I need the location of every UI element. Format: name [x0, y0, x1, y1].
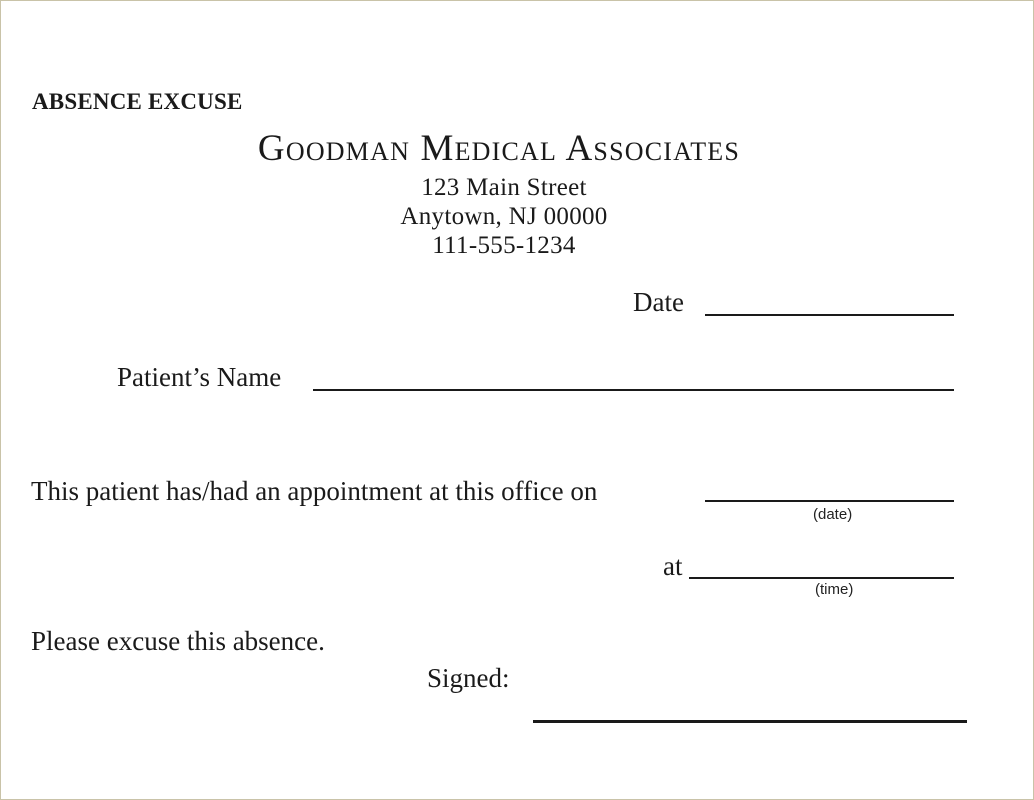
at-label: at: [663, 551, 683, 581]
appointment-date-hint: (date): [813, 506, 853, 523]
organization-name: Goodman Medical Associates: [257, 128, 741, 169]
form-title: ABSENCE EXCUSE: [32, 89, 243, 114]
date-field[interactable]: [705, 314, 954, 316]
excuse-statement: Please excuse this absence.: [31, 626, 325, 656]
signature-field[interactable]: [533, 720, 967, 723]
appointment-time-field[interactable]: [689, 577, 954, 579]
phone-number: 111-555-1234: [432, 232, 576, 259]
date-label: Date: [633, 287, 684, 317]
appointment-time-hint: (time): [815, 581, 854, 598]
address-street: 123 Main Street: [421, 174, 587, 201]
signed-label: Signed:: [427, 663, 510, 693]
patient-name-label: Patient’s Name: [117, 362, 282, 392]
appointment-statement: This patient has/had an appointment at this office on: [31, 476, 598, 506]
patient-name-field[interactable]: [313, 389, 954, 391]
address-city: Anytown, NJ 00000: [400, 203, 608, 230]
appointment-date-field[interactable]: [705, 500, 954, 502]
